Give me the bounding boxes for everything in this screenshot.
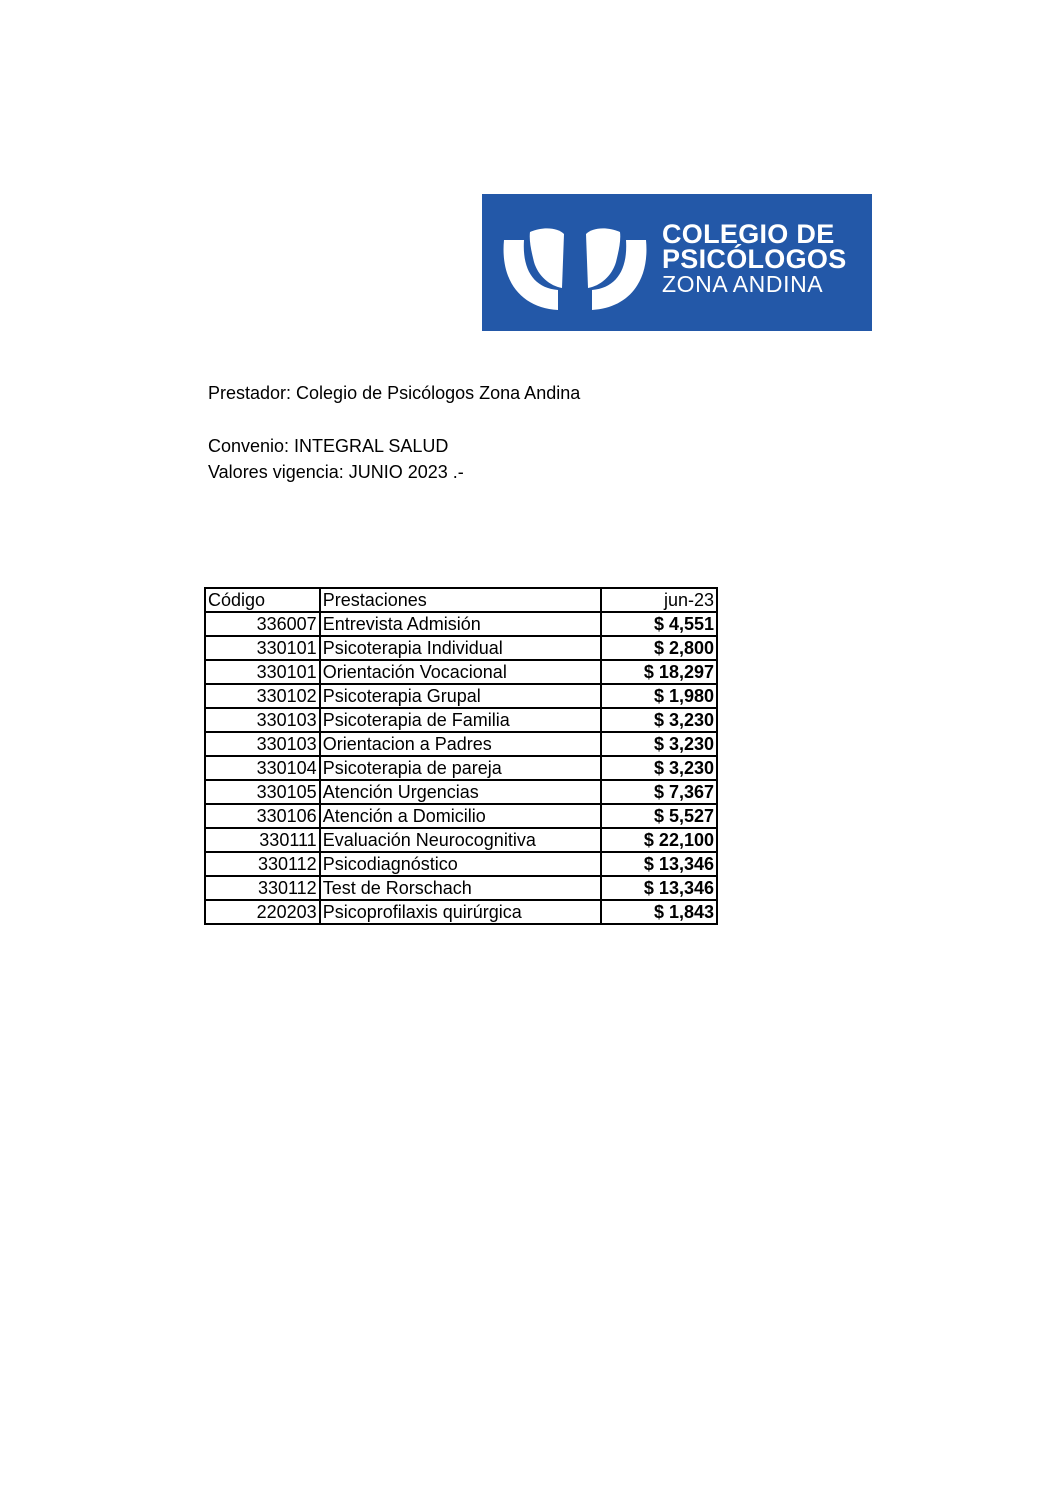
cell-description: Psicoterapia de pareja bbox=[320, 756, 601, 780]
cell-description: Psicoterapia Individual bbox=[320, 636, 601, 660]
table-row bbox=[205, 900, 717, 924]
cell-code: 330101 bbox=[205, 660, 320, 684]
cell-code: 330105 bbox=[205, 780, 320, 804]
cell-price: $ 3,230 bbox=[601, 756, 717, 780]
logo-line-1: COLEGIO DE bbox=[662, 219, 835, 249]
table-row bbox=[205, 612, 717, 636]
cell-description: Psicoprofilaxis quirúrgica bbox=[320, 900, 601, 924]
cell-description: Psicoterapia de Familia bbox=[320, 708, 601, 732]
table-row bbox=[205, 804, 717, 828]
header-prestaciones: Prestaciones bbox=[320, 588, 601, 612]
cell-price: $ 3,230 bbox=[601, 708, 717, 732]
table-row bbox=[205, 876, 717, 900]
cell-price: $ 3,230 bbox=[601, 732, 717, 756]
cell-description: Orientación Vocacional bbox=[320, 660, 601, 684]
cell-description: Atención Urgencias bbox=[320, 780, 601, 804]
cell-code: 330106 bbox=[205, 804, 320, 828]
cell-description: Test de Rorschach bbox=[320, 876, 601, 900]
cell-code: 330112 bbox=[205, 852, 320, 876]
cell-description: Psicodiagnóstico bbox=[320, 852, 601, 876]
cell-code: 330103 bbox=[205, 732, 320, 756]
table-header-row bbox=[205, 588, 717, 612]
cell-price: $ 1,843 bbox=[601, 900, 717, 924]
cell-price: $ 1,980 bbox=[601, 684, 717, 708]
table-row bbox=[205, 684, 717, 708]
table-row bbox=[205, 852, 717, 876]
cell-price: $ 13,346 bbox=[601, 852, 717, 876]
cell-code: 220203 bbox=[205, 900, 320, 924]
header-price-period: jun-23 bbox=[601, 588, 717, 612]
cell-code: 330102 bbox=[205, 684, 320, 708]
table-row bbox=[205, 780, 717, 804]
header-codigo: Código bbox=[205, 588, 320, 612]
logo-line-3: ZONA ANDINA bbox=[662, 271, 824, 297]
cell-code: 330101 bbox=[205, 636, 320, 660]
cell-price: $ 7,367 bbox=[601, 780, 717, 804]
cell-description: Entrevista Admisión bbox=[320, 612, 601, 636]
convenio-text: Convenio: INTEGRAL SALUD bbox=[208, 436, 449, 456]
logo-wordmark bbox=[662, 219, 847, 297]
cell-code: 330103 bbox=[205, 708, 320, 732]
cell-price: $ 18,297 bbox=[601, 660, 717, 684]
cell-code: 330104 bbox=[205, 756, 320, 780]
cell-price: $ 2,800 bbox=[601, 636, 717, 660]
table-row bbox=[205, 660, 717, 684]
table-row bbox=[205, 732, 717, 756]
vigencia-text: Valores vigencia: JUNIO 2023 .- bbox=[208, 462, 464, 482]
cell-description: Psicoterapia Grupal bbox=[320, 684, 601, 708]
prestador-text: Prestador: Colegio de Psicólogos Zona Andina bbox=[208, 383, 581, 403]
cell-description: Evaluación Neurocognitiva bbox=[320, 828, 601, 852]
psi-symbol-icon bbox=[500, 224, 650, 312]
cell-price: $ 4,551 bbox=[601, 612, 717, 636]
cell-code: 330112 bbox=[205, 876, 320, 900]
tarifas-table bbox=[204, 587, 718, 925]
cell-price: $ 13,346 bbox=[601, 876, 717, 900]
logo-line-2: PSICÓLOGOS bbox=[662, 244, 847, 274]
table-row bbox=[205, 708, 717, 732]
table-row bbox=[205, 636, 717, 660]
cell-description: Orientacion a Padres bbox=[320, 732, 601, 756]
cell-price: $ 5,527 bbox=[601, 804, 717, 828]
cell-description: Atención a Domicilio bbox=[320, 804, 601, 828]
cell-price: $ 22,100 bbox=[601, 828, 717, 852]
cell-code: 330111 bbox=[205, 828, 320, 852]
organization-logo bbox=[482, 194, 872, 331]
cell-code: 336007 bbox=[205, 612, 320, 636]
table-row bbox=[205, 756, 717, 780]
table-row bbox=[205, 828, 717, 852]
